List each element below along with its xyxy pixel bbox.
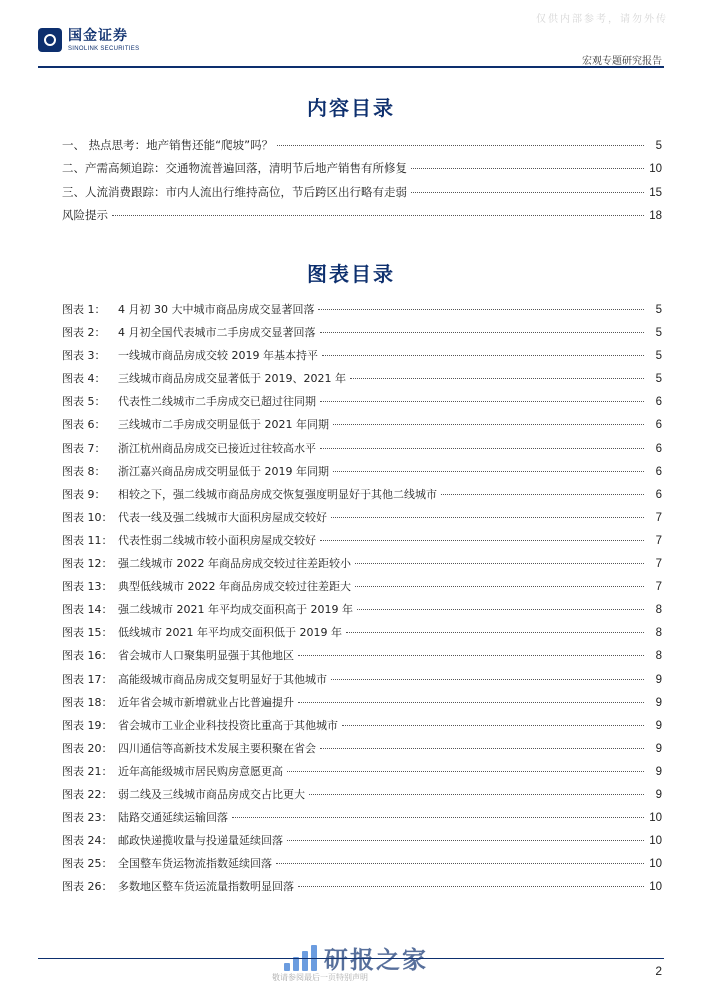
figure-number: 图表 5： (62, 395, 106, 409)
leader-dots (333, 471, 644, 472)
figure-entry-label: 陆路交通延续运输回落 (118, 811, 228, 825)
page-number: 2 (655, 964, 662, 978)
leader-dots (320, 540, 644, 541)
leader-dots (112, 215, 644, 216)
figure-entry-label: 三线城市二手房成交明显低于 2021 年同期 (118, 418, 329, 432)
figure-entry[interactable] (62, 740, 662, 763)
figure-number: 图表 20： (62, 741, 113, 755)
figure-number: 图表 12： (62, 557, 113, 571)
figure-number: 图表 9： (62, 487, 106, 501)
figure-entry-page: 10 (649, 881, 662, 894)
leader-dots (320, 332, 645, 333)
figure-entry-label: 代表一线及强二线城市大面积房屋成交较好 (118, 510, 327, 524)
figure-entry-page: 7 (655, 534, 662, 547)
toc-entry[interactable] (62, 207, 662, 230)
figure-number: 图表 6： (62, 418, 106, 432)
figure-entry[interactable] (62, 694, 662, 717)
leader-dots (287, 840, 644, 841)
toc-title: 内容目录 (307, 96, 395, 120)
figure-entry-label: 四川通信等高新技术发展主要积聚在省会 (118, 741, 316, 755)
leader-dots (320, 401, 644, 402)
figure-number: 图表 16： (62, 649, 113, 663)
figure-number: 图表 2： (62, 326, 106, 340)
leader-dots (232, 817, 644, 818)
leader-dots (322, 355, 644, 356)
leader-dots (333, 424, 644, 425)
figure-entry[interactable] (62, 578, 662, 601)
figure-entry[interactable] (62, 301, 662, 324)
figure-entry-label: 三线城市商品房成交显著低于 2019、2021 年 (118, 372, 346, 386)
figure-entry-page: 6 (655, 419, 662, 432)
figure-entry-label: 代表性二线城市二手房成交已超过往同期 (118, 395, 316, 409)
header-divider (38, 66, 664, 68)
figure-entry-label: 邮政快递揽收量与投递量延续回落 (118, 834, 283, 848)
figure-number: 图表 14： (62, 603, 113, 617)
figure-entry-label: 代表性弱二线城市较小面积房屋成交较好 (118, 533, 316, 547)
leader-dots (346, 632, 644, 633)
toc-entry-page: 5 (655, 140, 662, 152)
figure-entry[interactable] (62, 671, 662, 694)
figure-number: 图表 3： (62, 349, 106, 363)
figure-entry[interactable] (62, 878, 662, 901)
leader-dots (298, 886, 644, 887)
figure-entry[interactable] (62, 509, 662, 532)
figure-entry[interactable] (62, 440, 662, 463)
figure-number: 图表 21： (62, 764, 113, 778)
figure-entry-label: 4 月初全国代表城市二手房成交显著回落 (118, 326, 316, 340)
figure-number: 图表 13： (62, 580, 113, 594)
leader-dots (411, 192, 644, 193)
footer-divider (38, 958, 664, 959)
leader-dots (350, 378, 644, 379)
figure-entry-page: 9 (655, 719, 662, 732)
figure-entry-label: 近年省会城市新增就业占比普遍提升 (118, 695, 294, 709)
figure-entry-label: 低线城市 2021 年平均成交面积低于 2019 年 (118, 626, 342, 640)
figure-entry-page: 6 (655, 442, 662, 455)
figure-entry-page: 5 (655, 327, 662, 340)
figure-number: 图表 23： (62, 811, 113, 825)
leader-dots (298, 702, 644, 703)
logo-name-cn: 国金证券 (68, 27, 128, 44)
toc-entry-page: 15 (649, 186, 662, 199)
leader-dots (331, 679, 644, 680)
toc-entry-label: 一、 热点思考：地产销售还能“爬坡”吗？ (62, 138, 274, 152)
figure-entry-page: 8 (655, 627, 662, 640)
figure-entry-page: 5 (655, 373, 662, 386)
leader-dots (309, 794, 644, 795)
figure-entry[interactable] (62, 624, 662, 647)
figure-entry-page: 8 (655, 604, 662, 617)
figure-entry[interactable] (62, 555, 662, 578)
figure-entry[interactable] (62, 647, 662, 670)
figure-entry-label: 一线城市商品房成交较 2019 年基本持平 (118, 349, 318, 363)
figure-entry-label: 4 月初 30 大中城市商品房成交显著回落 (118, 303, 315, 316)
figure-entry[interactable] (62, 809, 662, 832)
figure-entry-label: 省会城市人口聚集明显强于其他地区 (118, 649, 294, 663)
figure-number: 图表 26： (62, 880, 113, 894)
company-logo (38, 28, 139, 52)
toc-entry[interactable] (62, 137, 662, 160)
figure-entry[interactable] (62, 463, 662, 486)
figure-entry-label: 强二线城市 2022 年商品房成交较过往差距较小 (118, 557, 351, 571)
leader-dots (331, 517, 644, 518)
toc-entry[interactable] (62, 160, 662, 183)
figure-list-title: 图表目录 (307, 262, 395, 286)
leader-dots (357, 609, 644, 610)
figure-entry-page: 7 (655, 581, 662, 594)
figure-entry-page: 6 (655, 488, 662, 501)
toc-list (62, 137, 662, 230)
figure-entry-label: 弱二线及三线城市商品房成交占比更大 (118, 787, 305, 801)
figure-entry-page: 9 (655, 788, 662, 801)
leader-dots (277, 145, 644, 146)
figure-entry-page: 6 (655, 465, 662, 478)
leader-dots (355, 586, 644, 587)
figure-entry-label: 全国整车货运物流指数延续回落 (118, 857, 272, 871)
leader-dots (298, 655, 644, 656)
figure-entry[interactable] (62, 416, 662, 439)
figure-entry-page: 5 (655, 304, 662, 316)
figure-entry-page: 7 (655, 511, 662, 524)
figure-number: 图表 25： (62, 857, 113, 871)
watermark-text: 研报之家 (324, 946, 428, 974)
page-header (0, 0, 702, 70)
figure-entry-label: 近年高能级城市居民购房意愿更高 (118, 764, 283, 778)
figure-entry-label: 浙江杭州商品房成交已接近过往较高水平 (118, 441, 316, 455)
logo-name-en: SINOLINK SECURITIES (68, 45, 140, 52)
top-watermark: 仅供内部参考，请勿外传 (536, 14, 668, 25)
figure-entry-label: 典型低线城市 2022 年商品房成交较过往差距大 (118, 580, 351, 594)
figure-entry[interactable] (62, 717, 662, 740)
figure-entry[interactable] (62, 601, 662, 624)
toc-entry-page: 18 (649, 209, 662, 222)
figure-number: 图表 10： (62, 510, 113, 524)
leader-dots (318, 309, 644, 310)
figure-entry-page: 10 (649, 812, 662, 825)
figure-number: 图表 22： (62, 787, 113, 801)
figure-entry[interactable] (62, 786, 662, 809)
leader-dots (287, 771, 644, 772)
figure-entry-page: 5 (655, 350, 662, 363)
toc-entry-page: 10 (649, 163, 662, 176)
logo-icon (38, 28, 62, 52)
figure-number: 图表 24： (62, 834, 113, 848)
leader-dots (441, 494, 644, 495)
leader-dots (320, 448, 644, 449)
figure-entry-page: 7 (655, 558, 662, 571)
toc-entry-label: 风险提示 (62, 207, 108, 222)
figure-entry-label: 强二线城市 2021 年平均成交面积高于 2019 年 (118, 603, 353, 617)
figure-entry[interactable] (62, 370, 662, 393)
figure-number: 图表 4： (62, 372, 106, 386)
toc-entry-label: 二、产需高频追踪：交通物流普遍回落，清明节后地产销售有所修复 (62, 161, 407, 176)
figure-number: 图表 19： (62, 718, 113, 732)
figure-entry[interactable] (62, 486, 662, 509)
report-type: 宏观专题研究报告 (582, 56, 662, 67)
figure-entry-label: 浙江嘉兴商品房成交明显低于 2019 年同期 (118, 464, 329, 478)
figure-number: 图表 18： (62, 695, 113, 709)
figure-number: 图表 11： (62, 533, 113, 547)
figure-number: 图表 1： (62, 303, 106, 316)
figure-entry-page: 9 (655, 765, 662, 778)
figure-number: 图表 7： (62, 441, 106, 455)
figure-entry-label: 相较之下，强二线城市商品房成交恢复强度明显好于其他二线城市 (118, 487, 437, 501)
figure-entry[interactable] (62, 393, 662, 416)
leader-dots (355, 563, 644, 564)
figure-entry-page: 9 (655, 742, 662, 755)
leader-dots (411, 168, 644, 169)
figure-entry-page: 8 (655, 650, 662, 663)
figure-entry[interactable] (62, 763, 662, 786)
figure-entry[interactable] (62, 855, 662, 878)
leader-dots (342, 725, 644, 726)
leader-dots (276, 863, 644, 864)
figure-entry[interactable] (62, 347, 662, 370)
disclaimer-note: 敬请参阅最后一页特别声明 (272, 973, 368, 982)
figure-number: 图表 15： (62, 626, 113, 640)
figure-entry-label: 多数地区整车货运流量指数明显回落 (118, 880, 294, 894)
figure-entry[interactable] (62, 832, 662, 855)
figure-number: 图表 8： (62, 464, 106, 478)
figure-entry-label: 高能级城市商品房成交复明显好于其他城市 (118, 672, 327, 686)
figure-entry[interactable] (62, 532, 662, 555)
figure-entry-page: 6 (655, 396, 662, 409)
figure-entry-page: 9 (655, 673, 662, 686)
toc-entry-label: 三、人流消费跟踪：市内人流出行维持高位，节后跨区出行略有走弱 (62, 184, 407, 199)
figure-entry-page: 9 (655, 696, 662, 709)
toc-entry[interactable] (62, 184, 662, 207)
figure-entry[interactable] (62, 324, 662, 347)
figure-entry-page: 10 (649, 858, 662, 871)
figure-list (62, 301, 662, 901)
leader-dots (320, 748, 644, 749)
figure-entry-label: 省会城市工业企业科技投资比重高于其他城市 (118, 718, 338, 732)
figure-entry-page: 10 (649, 835, 662, 848)
figure-number: 图表 17： (62, 672, 113, 686)
